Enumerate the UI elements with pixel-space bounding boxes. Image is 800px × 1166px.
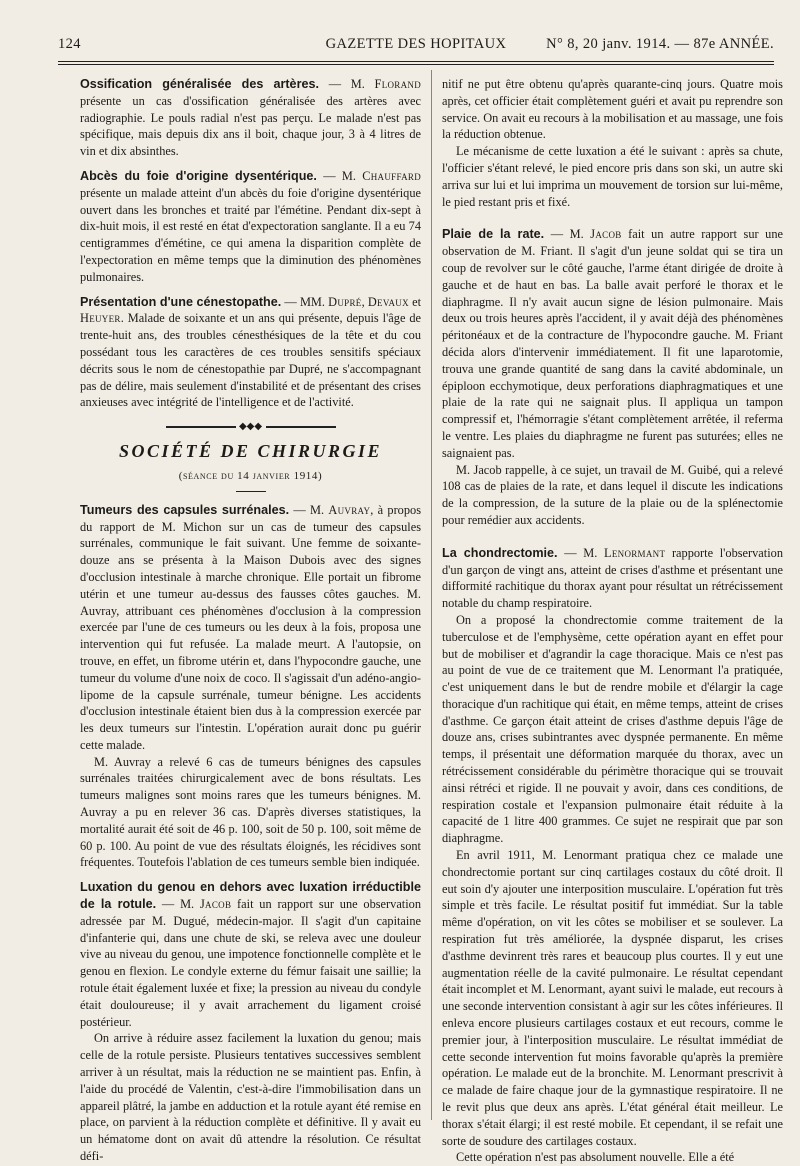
article-heading: Plaie de la rate. [442, 227, 545, 242]
article-paragraph: M. Auvray a relevé 6 cas de tumeurs bénignes des capsules surrénales traitées chirurgicalement avec de bons résultats. Les tumeurs malignes sont moins rares que les tumeurs bénignes. M. Auvray a pu en relever 36 cas. D'après diverses statistiques, la mortalité aurait été soit de 46 p. 100, soit de 50 p. 100, soit même de 60 p. 100. Au point de vue des résultats éloignés, les récidives sont fréquentes. Toutefois l'ablation de ces tumeurs semble bien indiquée. [80, 754, 421, 870]
article-cenestopathe: Présentation d'une cénestopathe. — MM. Dupré, Devaux et Heuyer. Malade de soixante et un ans qui présente, depuis l'âge de trente-huit ans, des troubles cénesthésiques de la tête et du cou possédant tous les caractères de ces troubles sensitifs spéciaux décrits sous le nom de cénestopathie par Dupré, ne s'accompagnant pas de délire, mais seulement d'instabilité et de présentant des crises anxieuses avec intégrité de l'intelligence et de l'activité. [80, 294, 421, 410]
article-luxation: Luxation du genou en dehors avec luxation irréductible de la rotule. — M. Jacob fait un rapport sur une observation adressée par M. Dugué, médecin-major. Il s'agit d'un capitaine d'infanterie qui, dans une chute de ski, se releva avec une douleur vive au niveau du genou, une impotence fonctionnelle complète et le genou en flexion. Le condyle externe du fémur faisait une saillie; la rotule était également luxée et fixe; la pression au niveau du condyle était douloureuse; il y avait arrachement du ligament croisé postérieur. [80, 880, 421, 1029]
article-paragraph: Cette opération n'est pas absolument nouvelle. Elle a été [456, 1150, 735, 1165]
header-rule-bottom [58, 64, 774, 65]
section-ornament: ◆◆◆ [166, 421, 336, 433]
header-rule-top [58, 61, 774, 62]
article-paragraph: On a proposé la chondrectomie comme traitement de la tuberculose et de l'emphysème, cette opération ayant en effet pour but de mobiliser et d'agrandir la cage thoracique. Mais ce n'est pas au point de vue de ce traitement que M. Lenormant l'a pratiquée, c'est uniquement dans le but de rendre mobile et d'élargir la cage thoracique d'un rachitique qui était, en même temps, atteint de crises d'asthme. Ce garçon était atteint de crises d'asthme depuis l'âge de douze ans, crises subintrantes avec dyspnée permanente. En même temps, il présentait une déformation marquée du thorax, avec un rétrécissement considérable du périmètre thoracique qui se trouvait ainsi rétréci et rigide. Il ne pouvait y avoir, dans ces conditions, de respiration costale et l'expansion pulmonaire était réduite à la capacité de 1 litre 400 grammes. Ce sujet ne respirait que par son diaphragme. [442, 612, 783, 846]
article-heading: Tumeurs des capsules surrénales. [80, 502, 290, 517]
article-capsules: Tumeurs des capsules surrénales. — M. Auvray, à propos du rapport de M. Michon sur un cas de tumeur des capsules surrénales, communique le fait suivant. Une femme de soixante-douze ans se présenta à la Maison Dubois avec des signes d'occlusion intestinale à marche chronique. Elle portait un fibrome utérin et une tumeur au-dessus des fausses côtes gauches. M. Auvray, attribuant ces phénomènes d'occlusion à la compression exercée par l'une de ces tumeurs ou les deux à la fois, proposa une intervention qui fut refusée. La malade meurt. A l'autopsie, on trouve, en effet, un fibrome utérin et, dans l'hypocondre gauche, une tumeur du volume d'une noix de coco. Il s'agissait d'un adéno-angio-lipome de la capsule surrénale, tumeur bénigne. Les accidents d'occlusion intestinale étaient bien dus à la compression exercée par les deux tumeurs sur l'intestin. L'opération aurait donc pu guérir cette malade. [80, 502, 422, 752]
article-paragraph: Le mécanisme de cette luxation a été le suivant : après sa chute, l'officier s'étant relevé, le pied encore pris dans son ski, un autre ski arriva sur lui et lui imprima un mouvement de torsion sur lui-même, le pied restant pris et fixé. [442, 144, 783, 209]
journal-title: GAZETTE DES HOPITAUX [325, 36, 507, 52]
left-column [80, 76, 421, 1165]
article-body: fait un rapport sur une observation adressée par M. Dugué, médecin-major. Il s'agit d'un capitaine d'infanterie qui, dans une chute de ski, se releva avec une douleur vive au niveau du genou, une impotence fonctionnelle complète et le genou en flexion. Le condyle externe du fémur faisait une saillie; la rotule était également luxée et fixe; la pression au niveau du condyle était douloureuse; il y avait arrachement du ligament croisé postérieur. [80, 897, 421, 1029]
issue-info: N° 8, 20 janv. 1914. — 87e ANNÉE. [546, 36, 774, 52]
article-heading: Présentation d'une cénestopathe. [80, 294, 282, 309]
column-divider [431, 70, 432, 1120]
article-abces-foie: Abcès du foie d'origine dysentérique. — M. Chauffard présente un malade atteint d'un abcès du foie d'origine dysentérique ouvert dans les bronches et traité par l'émétine. Pendant dix-sept à dix-huit mois, il est resté en état d'expectoration sanglante. Il a eu 74 centigrammes d'émétine, ce qui amena la disparition complète de l'expectoration en même temps que la diminution des phénomènes pulmonaires. [80, 168, 421, 284]
author-name: Chauffard [362, 168, 421, 183]
article-body: , à propos du rapport de M. Michon sur un cas de tumeur des capsules surrénales, communique le fait suivant. Une femme de soixante-douze ans se présenta à la Maison Dubois avec des signes d'occlusion intestinale à marche chronique. Elle portait un fibrome utérin et une tumeur au-dessus des fausses côtes gauches. M. Auvray, attribuant ces phénomènes d'occlusion à la compression exercée par l'une de ces tumeurs ou les deux à la fois, proposa une intervention qui fut refusée. La malade meurt. A l'autopsie, on trouve, en effet, un fibrome utérin et, dans l'hypocondre gauche, une tumeur du volume d'une noix de coco. Il s'agissait d'un adéno-angio-lipome de la capsule surrénale, tumeur bénigne. Les accidents d'occlusion intestinale étaient bien dus à la compression exercée par les deux tumeurs sur l'intestin. L'opération aurait donc pu guérir cette malade. [80, 502, 422, 752]
article-body: . Malade de soixante et un ans qui présente, depuis l'âge de trente-huit ans, des troubles cénesthésiques de la tête et du cou possédant tous les caractères de ces troubles sensitifs spéciaux décrits sous le nom de cénestopathie par Dupré, ne s'accompagnant pas de délire, mais seulement d'instabilité et de présentant des crises anxieuses avec intégrité de l'intelligence et de l'activité. [80, 311, 421, 410]
article-body: fait un autre rapport sur une observation de M. Friant. Il s'agit d'un jeune soldat qui se tira un coup de revolver sur le côté gauche, l'arme étant dirigée de droite à gauche et de haut en bas. La balle avait perforé le thorax et le diaphragme. Il n'y avait aucun signe de lésion pulmonaire. Mais deux ou trois heures après l'accident, il y avait déjà des phénomènes péritonéaux et de la contracture de l'hypocondre gauche. M. Friant décida alors d'intervenir immédiatement. Il fit une laparotomie, trouva une grande quantité de sang dans la cavité abdominale, un épiploon ecchymotique, deux perforations diaphragmatiques et une plaie de la rate qui ne saignait plus. Il appliqua un tampon compressif et, l'hémorragie s'étant complètement arrêtée, il referma le ventre. Les plaies du diaphragme ne furent pas suturées; elles ne saignaient pas. [442, 227, 783, 460]
author-name: Auvray [328, 502, 371, 517]
article-heading: Ossification généralisée des artères. [80, 77, 319, 91]
article-heading: Abcès du foie d'origine dysentérique. [80, 168, 317, 183]
author-name: Jacob [590, 227, 622, 242]
article-paragraph: On arrive à réduire assez facilement la luxation du genou; mais celle de la rotule persiste. Plusieurs tentatives successives semblent arriver à un résultat, mais la réduction ne se maintient pas. Enfin, à l'aide du procédé de Valentin, c'est-à-dire l'immobilisation dans un appareil plâtré, la jambe en adduction et la rotule ayant été remise en place, on parvient à la réduction complète et définitive. Il y avait eu un hématome dont on avait dû attendre la résolution. Ce résultat défi- [80, 1031, 421, 1164]
author-name: Florand [374, 77, 421, 91]
article-paragraph: En avril 1911, M. Lenormant pratiqua chez ce malade une chondrectomie portant sur cinq cartilages costaux du côté droit. Il eut soin d'y ajouter une interposition musculaire. L'opération fut très simple et très facile. Le résultat positif fut immédiat. Sur la table même d'opération, on vit les côtes se mobiliser et se soulever. La respiration fut très améliorée, la dyspnée disparut, les crises d'asthme devinrent très rares et beaucoup plus courtes. Il y eut une augmentation réelle de la cavité pulmonaire. Le résultat cependant était incomplet et M. Lenormant, ayant suivi le malade, eut recours à une seconde intervention consistant à agir sur les côtes inférieures. Il enleva encore plusieurs cartilages costaux et eut recours, comme le premier jour, à l'interposition musculaire. Le résultat immédiat de cette seconde intervention fut moins favorable qu'après la première opération. Le malade eut de la bronchite. M. Lenormant prescrivit à ce malade de faire chaque jour de la gymnastique respiratoire. Il ne le revit plus que deux ans après. L'état général était meilleur. Le thorax s'était élargi; il est resté mobile. Et cependant, il se refait une sorte de soudure des cartilages costaux. [442, 848, 783, 1148]
author-name: Lenormant [604, 545, 666, 560]
article-chondrectomie: La chondrectomie. — M. Lenormant rapporte l'observation d'un garçon de vingt ans, atteint de crises d'asthme et présentant une difformité rachitique du thorax ayant pour résultat un rétrécissement notable du champ respiratoire. [442, 545, 783, 611]
author-name: Devaux [367, 294, 409, 309]
article-paragraph: nitif ne put être obtenu qu'après quarante-cinq jours. Quatre mois après, cet officier était complètement guéri et avait pu reprendre son service. On avait eu recours à la mobilisation et au massage, une fois la réduction obtenue. [442, 77, 783, 142]
author-name: Jacob [199, 897, 232, 912]
section-rule [236, 491, 266, 492]
session-date: (séance du 14 janvier 1914) [178, 469, 323, 482]
article-heading: Luxation du genou en dehors avec luxation irréductible de la rotule. [80, 880, 421, 912]
article-ossification: Ossification généralisée des artères. — M. Florand présente un cas d'ossification généralisée des artères avec radiographie. Le pouls radial n'est pas perçu. Le malade n'est pas spécifique, mais depuis dix ans il boit, chaque jour, 3 à 4 litres de vin et dix absinthes. [80, 77, 421, 159]
article-body: présente un malade atteint d'un abcès du foie d'origine dysentérique ouvert dans les bronches et traité par l'émétine. Pendant dix-sept à dix-huit mois, il est resté en état d'expectoration sanglante. Il a eu 74 centigrammes d'émétine, ce qui amena la disparition complète de l'expectoration en même temps que la diminution des phénomènes pulmonaires. [80, 185, 421, 284]
page-header [58, 36, 774, 58]
page-number: 124 [58, 36, 81, 52]
section-title: SOCIÉTÉ DE CHIRURGIE [118, 441, 383, 462]
article-body: rapporte l'observation d'un garçon de vingt ans, atteint de crises d'asthme et présentant une difformité rachitique du thorax ayant pour résultat un rétrécissement notable du champ respiratoire. [442, 545, 783, 611]
article-heading: La chondrectomie. [442, 545, 558, 560]
author-name: Dupré [328, 294, 362, 309]
article-paragraph: M. Jacob rappelle, à ce sujet, un travail de M. Guibé, qui a relevé 108 cas de plaies de la rate, et dans lequel il discute les indications de la compression, de la suture de la plaie ou de la splénectomie pour remédier aux accidents. [442, 462, 783, 527]
author-name: Heuyer [80, 311, 121, 326]
right-column [442, 76, 783, 1166]
article-plaie-rate: Plaie de la rate. — M. Jacob fait un autre rapport sur une observation de M. Friant. Il s'agit d'un jeune soldat qui se tira un coup de revolver sur le côté gauche, l'arme étant dirigée de droite à gauche et de haut en bas. La balle avait perforé le thorax et le diaphragme. Il n'y avait aucun signe de lésion pulmonaire. Mais deux ou trois heures après l'accident, il y avait déjà des phénomènes péritonéaux et de la contracture de l'hypocondre gauche. M. Friant décida alors d'intervenir immédiatement. Il fit une laparotomie, trouva une grande quantité de sang dans la cavité abdominale, un épiploon ecchymotique, deux perforations diaphragmatiques et une plaie de la rate qui ne saignait plus. Il appliqua un tampon compressif et, l'hémorragie s'étant complètement arrêtée, il referma le ventre. Les plaies du diaphragme ne furent pas suturées; elles ne saignaient pas. [442, 227, 783, 460]
article-body: présente un cas d'ossification généralisée des artères avec radiographie. Le pouls radial n'est pas perçu. Le malade n'est pas spécifique, mais depuis dix ans il boit, chaque jour, 3 à 4 litres de vin et dix absinthes. [80, 93, 421, 159]
